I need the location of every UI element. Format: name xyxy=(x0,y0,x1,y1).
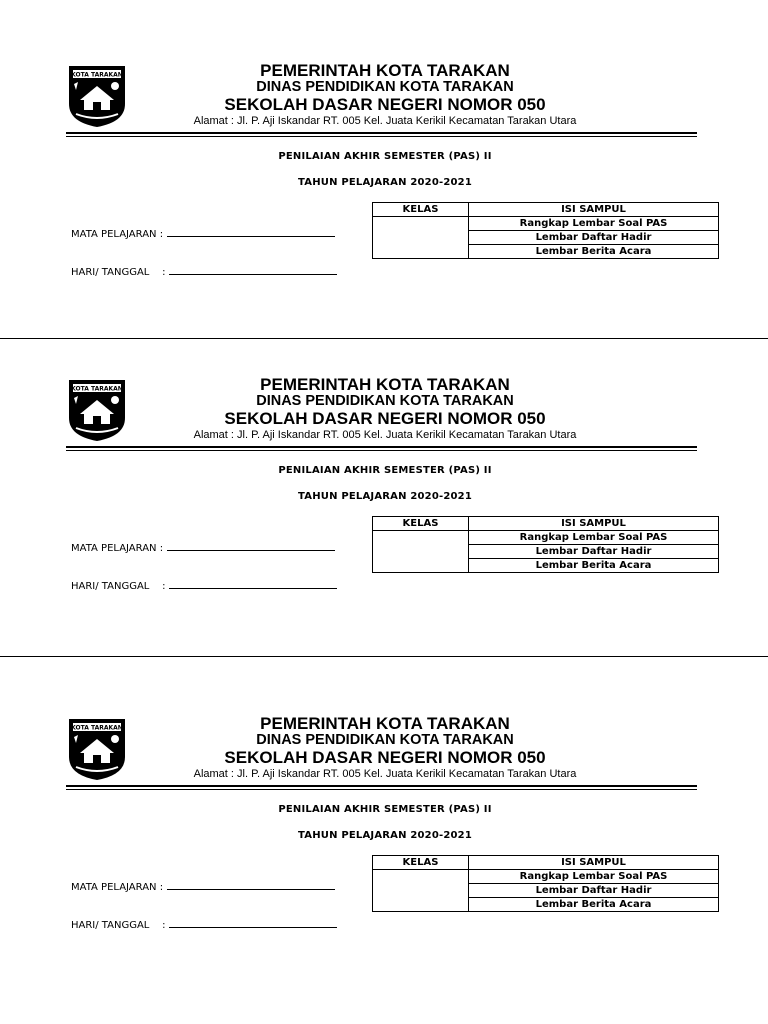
kelas-header: KELAS xyxy=(373,517,469,531)
date-blank-line[interactable] xyxy=(169,578,337,589)
contents-item: Lembar Daftar Hadir xyxy=(469,884,719,898)
header-address: Alamat : Jl. P. Aji Iskandar RT. 005 Kel. Juata Kerikil Kecamatan Tarakan Utara xyxy=(193,768,577,780)
header-school: SEKOLAH DASAR NEGERI NOMOR 050 xyxy=(224,409,546,428)
kelas-header: KELAS xyxy=(373,203,469,217)
header-department: DINAS PENDIDIKAN KOTA TARAKAN xyxy=(256,393,514,409)
header-address: Alamat : Jl. P. Aji Iskandar RT. 005 Kel. Juata Kerikil Kecamatan Tarakan Utara xyxy=(193,115,577,127)
contents-item: Lembar Daftar Hadir xyxy=(469,231,719,245)
exam-year: TAHUN PELAJARAN 2020-2021 xyxy=(298,177,472,188)
header-rule-thick xyxy=(66,446,697,448)
envelope-contents-table xyxy=(372,855,719,912)
envelope-contents-table xyxy=(372,516,719,573)
date-label: HARI/ TANGGAL : xyxy=(71,581,166,592)
exam-year: TAHUN PELAJARAN 2020-2021 xyxy=(298,491,472,502)
subject-blank-line[interactable] xyxy=(167,540,335,551)
isi-sampul-header: ISI SAMPUL xyxy=(469,203,719,217)
subject-field xyxy=(71,540,335,554)
date-field xyxy=(71,264,337,278)
city-crest-icon xyxy=(66,713,128,781)
header-government: PEMERINTAH KOTA TARAKAN xyxy=(260,375,510,394)
subject-field xyxy=(71,226,335,240)
cut-line xyxy=(0,338,768,339)
cut-line xyxy=(0,656,768,657)
header-rule-thick xyxy=(66,785,697,787)
exam-title: PENILAIAN AKHIR SEMESTER (PAS) II xyxy=(278,804,492,815)
city-crest-icon xyxy=(66,374,128,442)
date-blank-line[interactable] xyxy=(169,917,337,928)
header-rule-thin xyxy=(66,136,697,137)
subject-blank-line[interactable] xyxy=(167,879,335,890)
logo-text: KOTA TARAKAN xyxy=(71,724,123,732)
contents-item: Lembar Daftar Hadir xyxy=(469,545,719,559)
subject-blank-line[interactable] xyxy=(167,226,335,237)
isi-sampul-header: ISI SAMPUL xyxy=(469,856,719,870)
subject-field xyxy=(71,879,335,893)
header-address: Alamat : Jl. P. Aji Iskandar RT. 005 Kel. Juata Kerikil Kecamatan Tarakan Utara xyxy=(193,429,577,441)
date-field xyxy=(71,578,337,592)
kelas-cell[interactable] xyxy=(373,870,469,912)
exam-title: PENILAIAN AKHIR SEMESTER (PAS) II xyxy=(278,151,492,162)
header-rule-thin xyxy=(66,450,697,451)
city-crest-icon xyxy=(66,60,128,128)
header-rule-thick xyxy=(66,132,697,134)
header-department: DINAS PENDIDIKAN KOTA TARAKAN xyxy=(256,732,514,748)
kelas-header: KELAS xyxy=(373,856,469,870)
cover-section-1 xyxy=(0,60,768,360)
contents-item: Rangkap Lembar Soal PAS xyxy=(469,531,719,545)
header-school: SEKOLAH DASAR NEGERI NOMOR 050 xyxy=(224,95,546,114)
exam-title: PENILAIAN AKHIR SEMESTER (PAS) II xyxy=(278,465,492,476)
envelope-contents-table xyxy=(372,202,719,259)
header-department: DINAS PENDIDIKAN KOTA TARAKAN xyxy=(256,79,514,95)
exam-year: TAHUN PELAJARAN 2020-2021 xyxy=(298,830,472,841)
cover-section-3 xyxy=(0,713,768,1013)
kelas-cell[interactable] xyxy=(373,217,469,259)
header-rule-thin xyxy=(66,789,697,790)
contents-item: Lembar Berita Acara xyxy=(469,559,719,573)
header-government: PEMERINTAH KOTA TARAKAN xyxy=(260,61,510,80)
date-blank-line[interactable] xyxy=(169,264,337,275)
subject-label: MATA PELAJARAN : xyxy=(71,229,164,240)
date-label: HARI/ TANGGAL : xyxy=(71,920,166,931)
contents-item: Rangkap Lembar Soal PAS xyxy=(469,217,719,231)
subject-label: MATA PELAJARAN : xyxy=(71,882,164,893)
logo-text: KOTA TARAKAN xyxy=(71,385,123,393)
cover-section-2 xyxy=(0,374,768,674)
contents-item: Rangkap Lembar Soal PAS xyxy=(469,870,719,884)
contents-item: Lembar Berita Acara xyxy=(469,898,719,912)
date-label: HARI/ TANGGAL : xyxy=(71,267,166,278)
logo-text: KOTA TARAKAN xyxy=(71,71,123,79)
header-government: PEMERINTAH KOTA TARAKAN xyxy=(260,714,510,733)
header-school: SEKOLAH DASAR NEGERI NOMOR 050 xyxy=(224,748,546,767)
date-field xyxy=(71,917,337,931)
subject-label: MATA PELAJARAN : xyxy=(71,543,164,554)
contents-item: Lembar Berita Acara xyxy=(469,245,719,259)
isi-sampul-header: ISI SAMPUL xyxy=(469,517,719,531)
kelas-cell[interactable] xyxy=(373,531,469,573)
